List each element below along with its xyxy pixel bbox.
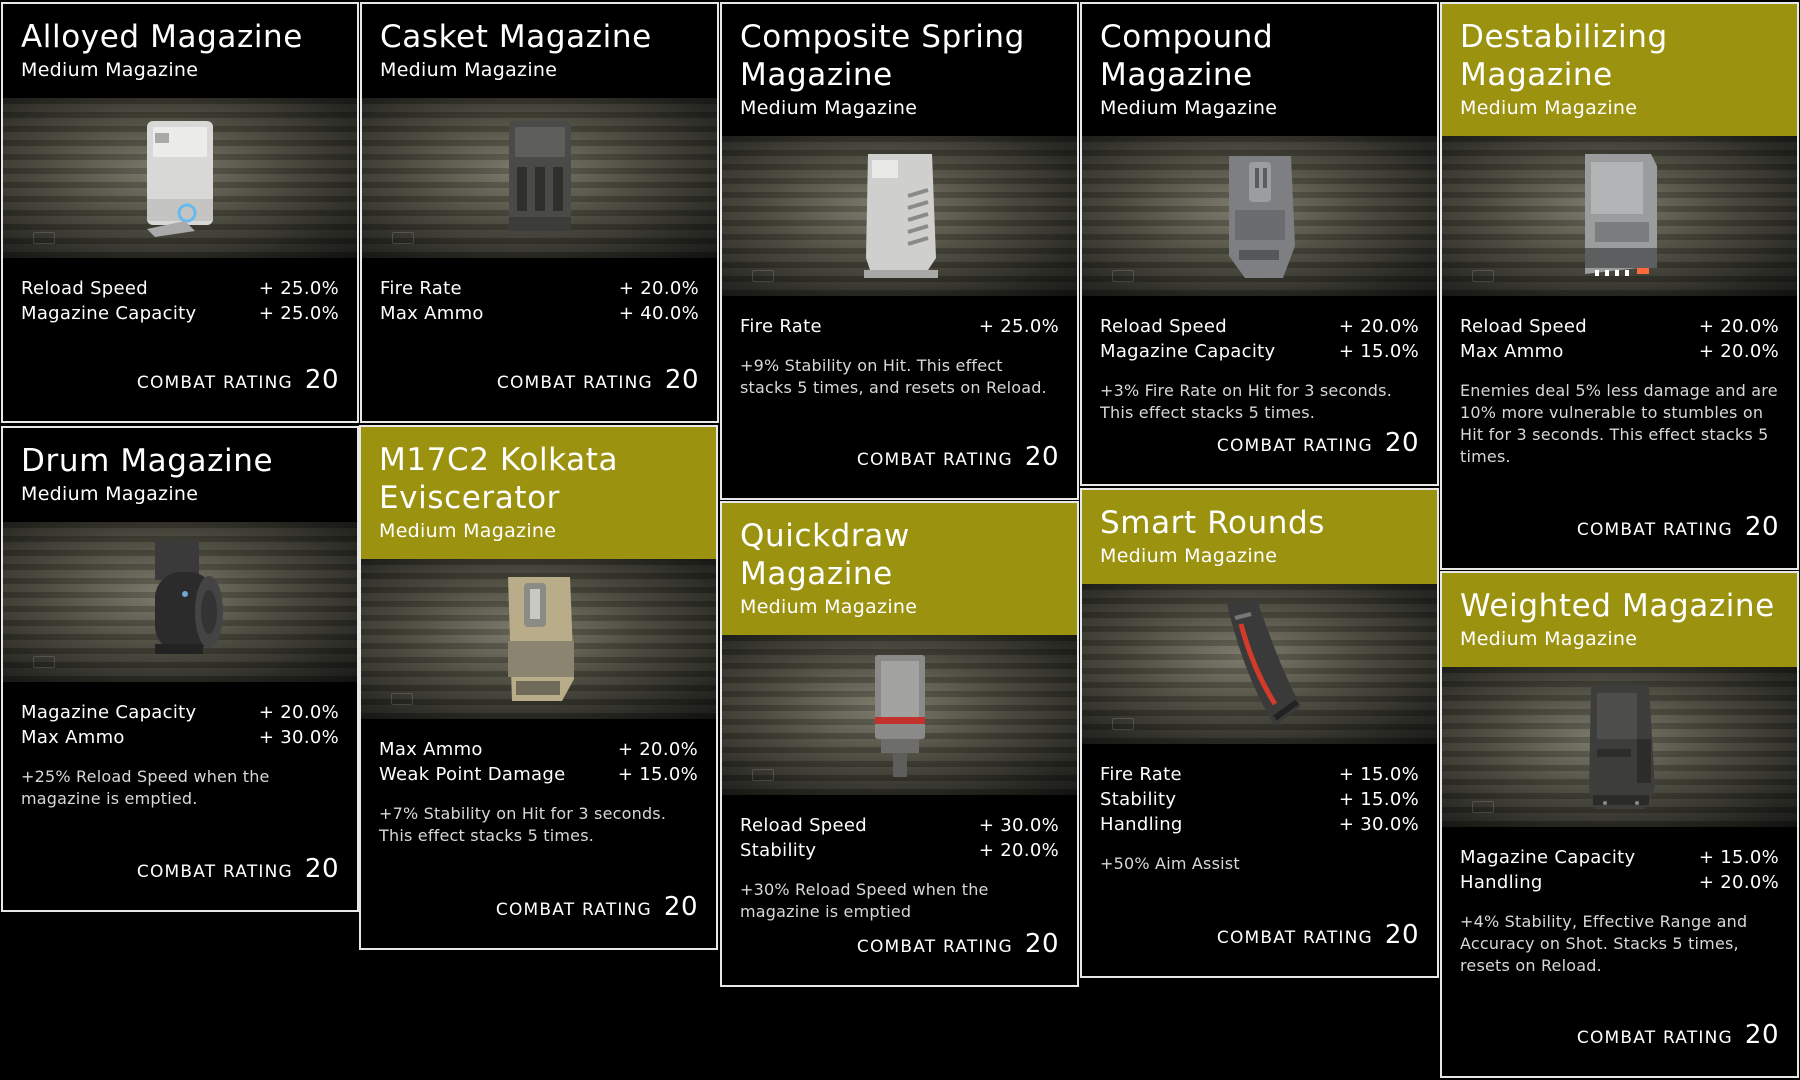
card-subtitle: Medium Magazine: [21, 59, 199, 81]
stat-row: [21, 301, 339, 326]
combat-rating-value: 20: [1384, 920, 1419, 950]
card-header: [3, 4, 357, 98]
card-title: Quickdraw Magazine: [740, 518, 910, 592]
stat-label: Magazine Capacity: [21, 303, 197, 324]
stat-row: [380, 276, 699, 301]
stat-list: [1442, 827, 1797, 895]
stat-value: + 40.0%: [618, 303, 699, 324]
card-quickdraw-magazine[interactable]: [720, 501, 1079, 987]
card-title: Weighted Magazine: [1460, 588, 1775, 624]
stat-label: Max Ammo: [379, 739, 483, 760]
stat-value: + 20.0%: [1698, 316, 1779, 337]
card-header: [362, 4, 717, 98]
stat-label: Fire Rate: [740, 316, 822, 337]
perk-description: +4% Stability, Effective Range and Accuracy on Shot. Stacks 5 times, resets on Reload.: [1460, 912, 1748, 975]
perk-description: +9% Stability on Hit. This effect stacks 5 times, and resets on Reload.: [740, 356, 1047, 397]
magazine-red-stripe-icon: [855, 645, 945, 785]
stat-list: [3, 258, 357, 326]
stat-value: + 30.0%: [978, 815, 1059, 836]
combat-rating-value: 20: [1744, 1020, 1779, 1050]
combat-rating-value: 20: [1024, 442, 1059, 472]
stat-row: [1460, 314, 1779, 339]
stat-row: [21, 700, 339, 725]
combat-rating-label: COMBAT RATING: [136, 862, 293, 882]
card-subtitle: Medium Magazine: [740, 596, 918, 618]
combat-rating-value: 20: [664, 365, 699, 395]
stat-row: [21, 725, 339, 750]
combat-rating: [857, 929, 1059, 959]
combat-rating-label: COMBAT RATING: [1216, 928, 1373, 948]
stat-label: Fire Rate: [380, 278, 462, 299]
stat-row: [379, 737, 698, 762]
card-title: Smart Rounds: [1100, 505, 1326, 541]
stat-list: [1442, 296, 1797, 364]
card-art: [3, 522, 357, 682]
combat-rating-label: COMBAT RATING: [856, 937, 1013, 957]
combat-rating-label: COMBAT RATING: [136, 373, 293, 393]
background-slot-icon: [1472, 270, 1494, 282]
card-art: [722, 136, 1077, 296]
card-composite-spring-magazine[interactable]: [720, 2, 1079, 500]
card-art: [362, 98, 717, 258]
card-art: [1442, 136, 1797, 296]
magazine-silver-icon: [850, 146, 950, 286]
combat-rating: [1217, 920, 1419, 950]
card-header: [1442, 4, 1797, 136]
card-header: [1082, 4, 1437, 136]
background-slot-icon: [33, 656, 55, 668]
card-header: [1082, 490, 1437, 584]
perk-description: +30% Reload Speed when the magazine is emptied: [740, 880, 989, 921]
combat-rating: [1577, 1020, 1779, 1050]
card-subtitle: Medium Magazine: [1100, 545, 1278, 567]
stat-list: [722, 795, 1077, 863]
card-header: [3, 428, 357, 522]
card-subtitle: Medium Magazine: [1100, 97, 1278, 119]
combat-rating: [857, 442, 1059, 472]
stat-row: [1460, 870, 1779, 895]
combat-rating-label: COMBAT RATING: [1576, 520, 1733, 540]
stat-value: + 25.0%: [978, 316, 1059, 337]
combat-rating-label: COMBAT RATING: [1576, 1028, 1733, 1048]
card-drum-magazine[interactable]: [1, 426, 359, 912]
stat-label: Reload Speed: [1460, 316, 1587, 337]
card-art: [361, 559, 716, 719]
card-subtitle: Medium Magazine: [380, 59, 558, 81]
stat-value: + 15.0%: [1338, 764, 1419, 785]
stat-label: Handling: [1460, 872, 1543, 893]
card-art: [722, 635, 1077, 795]
perk-description: +25% Reload Speed when the magazine is emptied.: [21, 767, 270, 808]
stat-label: Magazine Capacity: [1100, 341, 1276, 362]
stat-row: [1100, 762, 1419, 787]
card-casket-magazine[interactable]: [360, 2, 719, 423]
combat-rating-value: 20: [304, 854, 339, 884]
combat-rating: [497, 365, 699, 395]
card-header: [361, 427, 716, 559]
card-title: Composite Spring Magazine: [740, 19, 1025, 93]
card-header: [1442, 573, 1797, 667]
stat-value: + 20.0%: [617, 739, 698, 760]
stat-label: Magazine Capacity: [21, 702, 197, 723]
card-title: Destabilizing Magazine: [1460, 19, 1668, 93]
stat-list: [3, 682, 357, 750]
background-slot-icon: [33, 232, 55, 244]
stat-value: + 25.0%: [258, 278, 339, 299]
perk-description: Enemies deal 5% less damage and are 10% more vulnerable to stumbles on Hit for 3 seconds. This effect stacks 5 times.: [1460, 381, 1778, 466]
card-destabilizing-magazine[interactable]: [1440, 2, 1799, 570]
perk-description: +3% Fire Rate on Hit for 3 seconds. This effect stacks 5 times.: [1100, 381, 1392, 422]
stat-list: [362, 258, 717, 326]
stat-row: [379, 762, 698, 787]
stat-label: Reload Speed: [740, 815, 867, 836]
stat-value: + 30.0%: [1338, 814, 1419, 835]
stat-value: + 20.0%: [1338, 316, 1419, 337]
stat-label: Stability: [740, 840, 817, 861]
combat-rating: [1217, 428, 1419, 458]
stat-value: + 20.0%: [978, 840, 1059, 861]
stat-label: Weak Point Damage: [379, 764, 566, 785]
stat-value: + 20.0%: [1698, 341, 1779, 362]
card-header: [722, 503, 1077, 635]
stat-label: Reload Speed: [1100, 316, 1227, 337]
stat-value: + 25.0%: [258, 303, 339, 324]
magazine-white-icon: [135, 113, 225, 243]
stat-list: [1082, 296, 1437, 364]
stat-row: [740, 813, 1059, 838]
stat-label: Max Ammo: [21, 727, 125, 748]
stat-row: [380, 301, 699, 326]
background-slot-icon: [391, 693, 413, 705]
combat-rating: [496, 892, 698, 922]
card-title: M17C2 Kolkata Eviscerator: [379, 442, 619, 516]
background-slot-icon: [752, 769, 774, 781]
card-header: [722, 4, 1077, 136]
combat-rating-label: COMBAT RATING: [1216, 436, 1373, 456]
stat-value: + 15.0%: [1698, 847, 1779, 868]
stat-list: [361, 719, 716, 787]
card-title: Drum Magazine: [21, 443, 274, 479]
stat-row: [1460, 339, 1779, 364]
combat-rating-value: 20: [1024, 929, 1059, 959]
combat-rating-label: COMBAT RATING: [496, 373, 653, 393]
magazine-steel-icon: [1215, 146, 1305, 286]
card-art: [1442, 667, 1797, 827]
magazine-dark-icon: [495, 113, 585, 243]
stat-row: [1100, 339, 1419, 364]
stat-value: + 30.0%: [258, 727, 339, 748]
background-slot-icon: [1112, 270, 1134, 282]
stat-row: [740, 314, 1059, 339]
card-art: [3, 98, 357, 258]
stat-value: + 20.0%: [618, 278, 699, 299]
card-weighted-magazine[interactable]: [1440, 571, 1799, 1078]
stat-value: + 20.0%: [258, 702, 339, 723]
card-title: Alloyed Magazine: [21, 19, 303, 55]
background-slot-icon: [1472, 801, 1494, 813]
stat-list: [1082, 744, 1437, 837]
stat-label: Handling: [1100, 814, 1183, 835]
stat-row: [1100, 787, 1419, 812]
stat-row: [740, 838, 1059, 863]
perk-description: +7% Stability on Hit for 3 seconds. This effect stacks 5 times.: [379, 804, 667, 845]
combat-rating-label: COMBAT RATING: [495, 900, 652, 920]
stat-label: Max Ammo: [1460, 341, 1564, 362]
stat-value: + 15.0%: [617, 764, 698, 785]
background-slot-icon: [752, 270, 774, 282]
card-smart-rounds[interactable]: [1080, 488, 1439, 978]
combat-rating-value: 20: [663, 892, 698, 922]
combat-rating-value: 20: [1744, 512, 1779, 542]
magazine-tan-icon: [494, 569, 584, 709]
stat-list: [722, 296, 1077, 339]
card-compound-magazine[interactable]: [1080, 2, 1439, 486]
stat-label: Max Ammo: [380, 303, 484, 324]
card-subtitle: Medium Magazine: [1460, 628, 1638, 650]
stat-label: Magazine Capacity: [1460, 847, 1636, 868]
stat-row: [1460, 845, 1779, 870]
card-subtitle: Medium Magazine: [379, 520, 557, 542]
card-subtitle: Medium Magazine: [740, 97, 918, 119]
card-subtitle: Medium Magazine: [1460, 97, 1638, 119]
card-art: [1082, 136, 1437, 296]
combat-rating: [137, 854, 339, 884]
combat-rating: [1577, 512, 1779, 542]
stat-row: [1100, 314, 1419, 339]
drum-magazine-icon: [125, 532, 235, 672]
combat-rating: [137, 365, 339, 395]
card-subtitle: Medium Magazine: [21, 483, 199, 505]
card-art: [1082, 584, 1437, 744]
background-slot-icon: [392, 232, 414, 244]
stat-label: Stability: [1100, 789, 1177, 810]
combat-rating-value: 20: [304, 365, 339, 395]
background-slot-icon: [1112, 718, 1134, 730]
combat-rating-value: 20: [1384, 428, 1419, 458]
card-title: Compound Magazine: [1100, 19, 1274, 93]
magazine-black-icon: [1565, 677, 1675, 817]
card-alloyed-magazine[interactable]: [1, 2, 359, 423]
magazine-tech-icon: [1565, 146, 1675, 286]
stat-value: + 15.0%: [1338, 789, 1419, 810]
stat-row: [1100, 812, 1419, 837]
curved-magazine-icon: [1205, 594, 1315, 734]
stat-label: Reload Speed: [21, 278, 148, 299]
stat-row: [21, 276, 339, 301]
perk-description: +50% Aim Assist: [1100, 854, 1240, 873]
stat-label: Fire Rate: [1100, 764, 1182, 785]
combat-rating-label: COMBAT RATING: [856, 450, 1013, 470]
stat-value: + 20.0%: [1698, 872, 1779, 893]
card-m17c2-kolkata-eviscerator[interactable]: [359, 425, 718, 950]
card-title: Casket Magazine: [380, 19, 652, 55]
stat-value: + 15.0%: [1338, 341, 1419, 362]
